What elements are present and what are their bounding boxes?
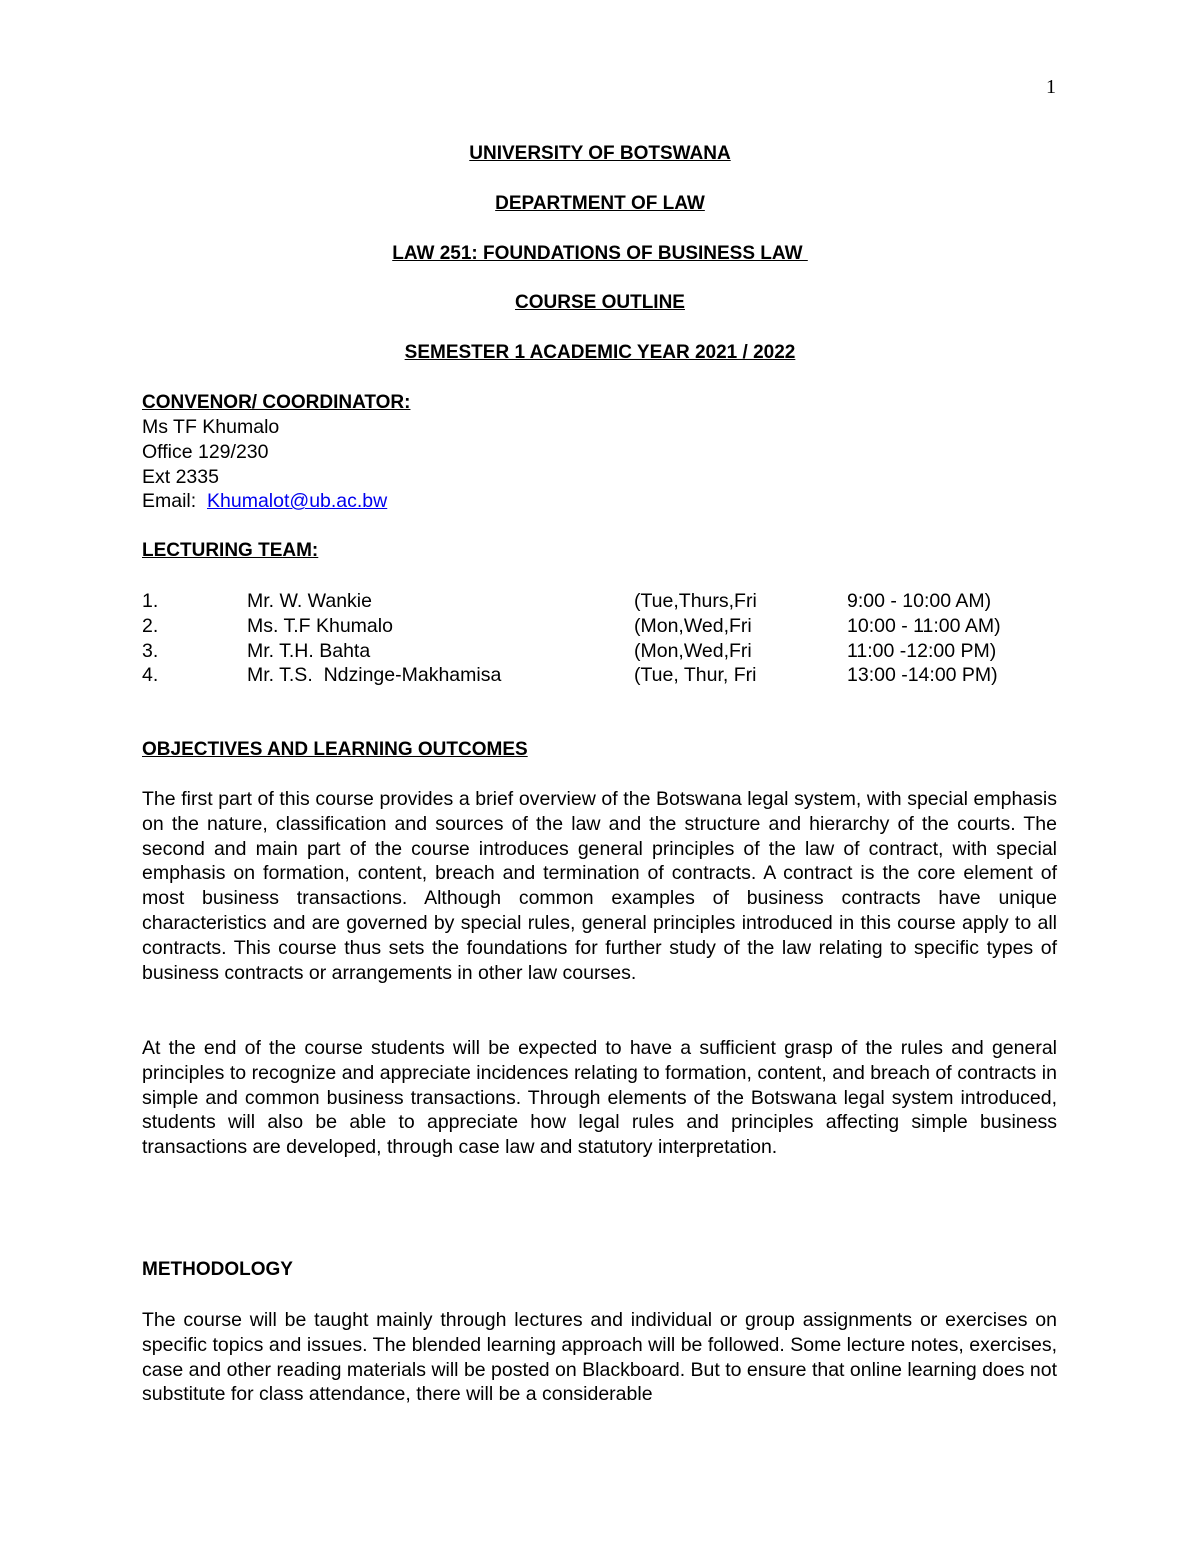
team-row-time: 9:00 - 10:00 AM) [847,590,992,612]
page-number: 1 [1046,76,1056,98]
email-label: Email: [142,490,208,513]
team-row-name: Mr. T.S. Ndzinge-Makhamisa [247,664,502,686]
team-row-time: 10:00 - 11:00 AM) [847,615,1001,637]
department-title: DEPARTMENT OF LAW [495,193,705,214]
team-row-time: 11:00 -12:00 PM) [847,640,997,662]
team-row-num: 2. [142,615,159,637]
team-row-days: (Tue,Thurs,Fri [634,590,757,612]
team-row-days: (Tue, Thur, Fri [634,664,757,686]
team-row [0,615,1200,640]
university-title: UNIVERSITY OF BOTSWANA [469,143,731,164]
team-row-days: (Mon,Wed,Fri [634,640,752,662]
semester-title: SEMESTER 1 ACADEMIC YEAR 2021 / 2022 [404,342,796,363]
objectives-heading: OBJECTIVES AND LEARNING OUTCOMES [142,739,528,760]
team-row-num: 1. [142,590,159,612]
methodology-heading: METHODOLOGY [142,1259,293,1280]
team-row-name: Ms. T.F Khumalo [247,615,393,637]
convenor-email-line [142,489,387,514]
outline-title: COURSE OUTLINE [515,292,685,313]
convenor-ext: Ext 2335 [142,465,219,488]
email-link[interactable]: Khumalot@ub.ac.bw [207,490,388,513]
convenor-name: Ms TF Khumalo [142,416,280,438]
lecturing-team-heading: LECTURING TEAM: [142,540,319,561]
team-row-time: 13:00 -14:00 PM) [847,664,998,686]
course-title: LAW 251: FOUNDATIONS OF BUSINESS LAW [392,243,808,264]
team-row [0,664,1200,689]
team-row [0,640,1200,665]
team-row-name: Mr. W. Wankie [247,590,372,612]
objectives-paragraph-2: At the end of the course students will be expected to have a sufficient grasp of the rules and general principles to recognize and appreciate incidences relating to formation, content, and breach of contracts in simple and common business transactions. Through elements of the Botswana legal system introduced, students will also be able to appreciate how legal rules and principles affecting simple business transactions are developed, through case law and statutory interpretation. [142,1037,1057,1159]
team-row-days: (Mon,Wed,Fri [634,615,752,637]
team-row-name: Mr. T.H. Bahta [247,640,371,662]
team-row-num: 3. [142,640,159,662]
team-row-num: 4. [142,664,159,686]
convenor-heading: CONVENOR/ COORDINATOR: [142,392,411,413]
convenor-office: Office 129/230 [142,440,269,463]
convenor-details [142,415,387,514]
team-row [0,590,1200,615]
methodology-paragraph: The course will be taught mainly through lectures and individual or group assignments or exercises on specific topics and issues. The blended learning approach will be followed. Some lecture notes, exercises, case and other reading materials will be posted on Blackboard. But to ensure that online learning does not substitute for class attendance, there will be a considerable [142,1309,1057,1406]
objectives-paragraph-1: The first part of this course provides a brief overview of the Botswana legal system, with special emphasis on the nature, classification and sources of the law and the structure and hierarchy of the courts. The second and main part of the course introduces general principles of the law of contract, with special emphasis on formation, content, breach and termination of contracts. A contract is the core element of most business transactions. Although common examples of business contracts have unique characteristics and are governed by special rules, general principles introduced in this course apply to all contracts. This course thus sets the foundations for further study of the law relating to specific types of business contracts or arrangements in other law courses. [142,788,1057,984]
